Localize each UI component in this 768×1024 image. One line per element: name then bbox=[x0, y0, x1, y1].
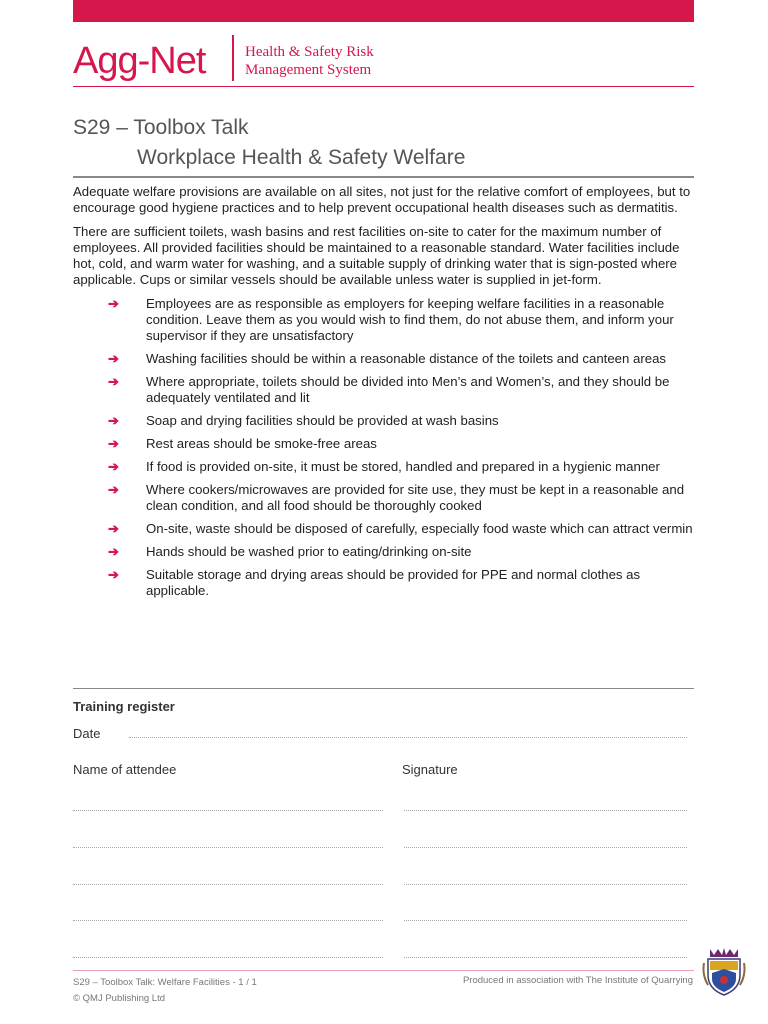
arrow-icon: ➔ bbox=[108, 295, 120, 311]
list-item bbox=[73, 436, 694, 452]
list-item bbox=[73, 567, 694, 600]
footer-doc-ref: S29 – Toolbox Talk: Welfare Facilities - 1 / 1 bbox=[73, 977, 257, 988]
list-item bbox=[73, 459, 694, 475]
arrow-icon: ➔ bbox=[108, 544, 120, 560]
institute-crest-icon bbox=[700, 945, 748, 997]
list-item-text: On-site, waste should be disposed of carefully, especially food waste which can attract vermin bbox=[146, 521, 693, 537]
signature-field[interactable] bbox=[404, 810, 687, 811]
attendee-name-field[interactable] bbox=[73, 847, 383, 848]
list-item-text: Where cookers/microwaves are provided for site use, they must be kept in a reasonable and clean condition, and all food should be thoroughly cooked bbox=[146, 482, 685, 514]
list-item-text: Where appropriate, toilets should be divided into Men’s and Women’s, and they should be adequately ventilated and lit bbox=[146, 374, 670, 406]
list-item-text: Employees are as responsible as employers for keeping welfare facilities in a reasonable condition. Leave them as you would wish to find them, do not abuse them, and inform your supervisor if they are unsatisfactory bbox=[146, 295, 674, 344]
attendee-name-label: Name of attendee bbox=[73, 762, 177, 777]
list-item bbox=[73, 296, 694, 345]
date-label: Date bbox=[73, 726, 101, 741]
list-item bbox=[73, 351, 694, 367]
list-item bbox=[73, 413, 694, 429]
list-item-text: If food is provided on-site, it must be stored, handled and prepared in a hygienic manner bbox=[146, 459, 660, 475]
footer-copyright: © QMJ Publishing Ltd bbox=[73, 993, 166, 1004]
document-title: Workplace Health & Safety Welfare bbox=[137, 146, 466, 169]
arrow-icon: ➔ bbox=[108, 436, 120, 452]
arrow-icon: ➔ bbox=[108, 482, 120, 498]
footer-left bbox=[73, 975, 257, 1007]
list-item bbox=[73, 521, 694, 537]
system-title bbox=[245, 43, 374, 79]
title-rule bbox=[73, 176, 694, 178]
logo-text: Agg-Net bbox=[73, 40, 206, 82]
system-title-line1: Health & Safety Risk bbox=[245, 44, 374, 60]
document-code: S29 – Toolbox Talk bbox=[73, 116, 249, 139]
signature-field[interactable] bbox=[404, 884, 687, 885]
facilities-paragraph: There are sufficient toilets, wash basins and rest facilities on-site to cater for the maximum number of employees. All provided facilities should be maintained to a reasonable standard. Water facilities include hot, cold, and warm water for washing, and a suitable supply of drinking water that is sign-posted where applicable. Cups or similar vessels should be available unless water is supplied in jet-form. bbox=[73, 223, 680, 288]
list-item-text: Soap and drying facilities should be provided at wash basins bbox=[146, 413, 499, 429]
header-rule bbox=[73, 86, 694, 87]
logo-divider bbox=[232, 35, 234, 81]
top-brand-bar bbox=[73, 0, 694, 22]
bullet-list bbox=[73, 296, 694, 600]
arrow-icon: ➔ bbox=[108, 566, 120, 582]
list-item bbox=[73, 374, 694, 407]
signature-field[interactable] bbox=[404, 957, 687, 958]
list-item-text: Washing facilities should be within a reasonable distance of the toilets and canteen areas bbox=[146, 351, 667, 367]
attendee-name-field[interactable] bbox=[73, 920, 383, 921]
training-register-title: Training register bbox=[73, 699, 175, 714]
arrow-icon: ➔ bbox=[108, 521, 120, 537]
arrow-icon: ➔ bbox=[108, 413, 120, 429]
list-item-text: Hands should be washed prior to eating/drinking on-site bbox=[146, 544, 472, 560]
list-item bbox=[73, 482, 694, 515]
signature-field[interactable] bbox=[404, 847, 687, 848]
list-item-text: Suitable storage and drying areas should be provided for PPE and normal clothes as applicable. bbox=[146, 566, 641, 599]
arrow-icon: ➔ bbox=[108, 374, 120, 390]
footer-rule bbox=[443, 970, 694, 971]
signature-field[interactable] bbox=[404, 920, 687, 921]
footer-rule bbox=[73, 970, 443, 971]
attendee-name-field[interactable] bbox=[73, 884, 383, 885]
section-rule bbox=[73, 688, 694, 689]
arrow-icon: ➔ bbox=[108, 459, 120, 475]
attendee-name-field[interactable] bbox=[73, 957, 383, 958]
system-title-line2: Management System bbox=[245, 62, 372, 78]
footer-association: Produced in association with The Institute of Quarrying bbox=[462, 975, 693, 986]
document-body bbox=[73, 184, 694, 606]
date-field[interactable] bbox=[129, 737, 687, 738]
intro-paragraph: Adequate welfare provisions are available on all sites, not just for the relative comfort of employees, but to encourage good hygiene practices and to help prevent occupational health diseases such as dermatitis. bbox=[73, 184, 691, 216]
list-item bbox=[73, 544, 694, 560]
list-item-text: Rest areas should be smoke-free areas bbox=[146, 436, 377, 452]
arrow-icon: ➔ bbox=[108, 351, 120, 367]
signature-label: Signature bbox=[402, 762, 458, 777]
attendee-name-field[interactable] bbox=[73, 810, 383, 811]
aggnet-logo bbox=[73, 38, 233, 84]
